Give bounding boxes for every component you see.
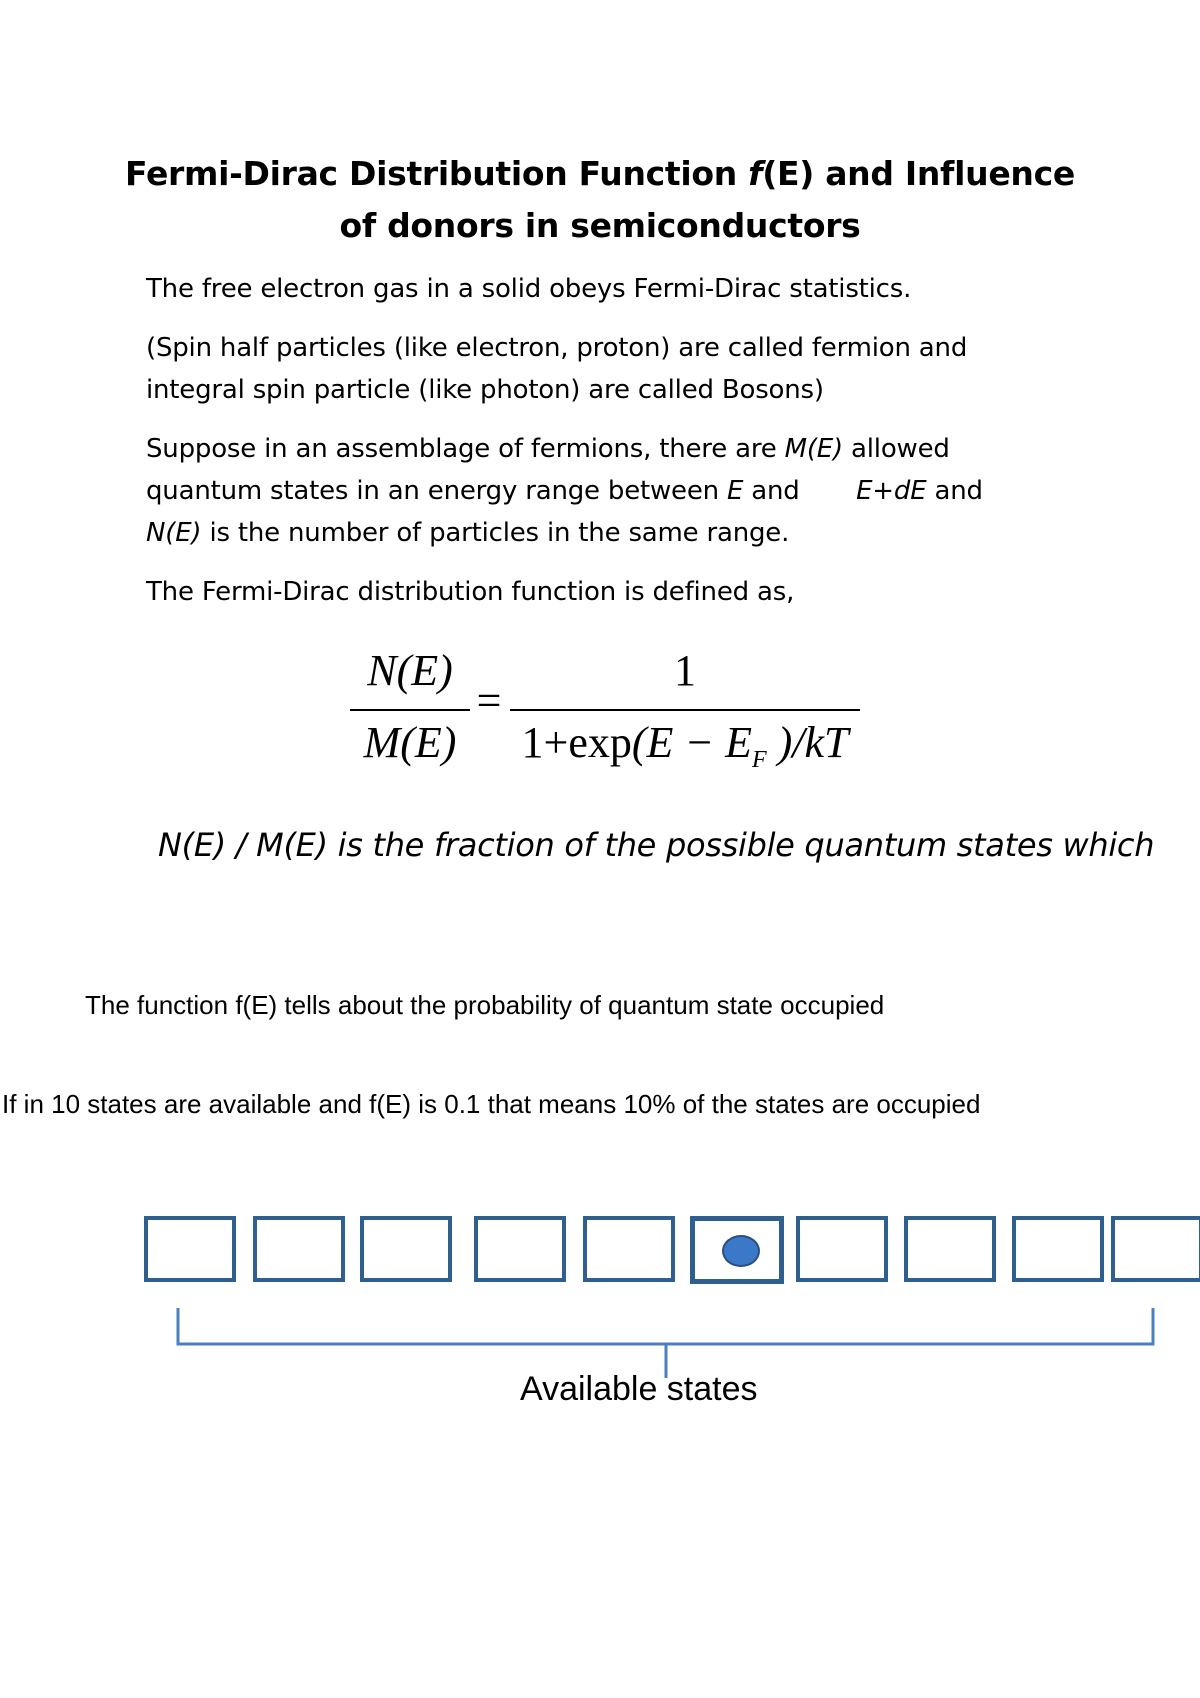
paragraph-spin-line-2: integral spin particle (like photon) are called Bosons)	[146, 375, 824, 405]
title-text-end: (E) and Influence	[762, 154, 1075, 193]
state-box	[1012, 1216, 1104, 1282]
available-states-label: Available states	[520, 1370, 758, 1408]
state-box	[583, 1216, 675, 1282]
paragraph-suppose-line-2	[146, 470, 983, 512]
fraction-statement: N(E) / M(E) is the fraction of the possible quantum states which	[158, 826, 1155, 864]
equation-lhs-denominator: M(E)	[363, 718, 457, 767]
state-box	[796, 1216, 888, 1282]
state-box	[253, 1216, 345, 1282]
equation-lhs-numerator: N(E)	[367, 646, 453, 695]
paragraph-suppose-line-1	[146, 428, 950, 470]
text-span: allowed	[842, 434, 950, 464]
electron-dot	[722, 1235, 760, 1267]
paragraph-spin-line-1: (Spin half particles (like electron, proton) are called fermion and	[146, 333, 968, 363]
paragraph-electron-gas: The free electron gas in a solid obeys Fermi-Dirac statistics.	[146, 274, 912, 304]
eq-term: (E − E	[631, 718, 752, 767]
state-box	[1111, 1216, 1200, 1282]
text-span: Suppose in an assemblage of fermions, there are	[146, 434, 785, 464]
state-box	[474, 1216, 566, 1282]
symbol-me: M(E)	[784, 434, 843, 464]
page-title-line-2: of donors in semiconductors	[339, 206, 861, 245]
paragraph-suppose-line-3	[146, 512, 789, 554]
equation-rhs-numerator: 1	[674, 646, 696, 695]
title-f-symbol: f	[748, 154, 763, 193]
state-box	[360, 1216, 452, 1282]
state-box	[904, 1216, 996, 1282]
symbol-e: E	[727, 476, 744, 506]
eq-exp: exp	[568, 718, 632, 767]
function-statement: The function f(E) tells about the probability of quantum state occupied	[85, 990, 885, 1020]
equation-equals: =	[476, 676, 502, 725]
symbol-ne: N(E)	[146, 518, 202, 548]
equation-lhs-fraction-bar	[350, 709, 470, 711]
state-box	[144, 1216, 236, 1282]
equation-rhs-fraction-bar	[510, 709, 860, 711]
example-statement: If in 10 states are available and f(E) is 0.1 that means 10% of the states are occupied	[2, 1089, 981, 1119]
state-box	[690, 1216, 784, 1284]
text-span: quantum states in an energy range between	[146, 476, 727, 506]
text-span: and	[743, 476, 857, 506]
eq-term: 1+	[521, 718, 569, 767]
title-text: Fermi-Dirac Distribution Function	[125, 154, 749, 193]
text-span: is the number of particles in the same range.	[201, 518, 790, 548]
eq-subscript: F	[751, 746, 767, 773]
text-span: and	[926, 476, 983, 506]
available-states-bracket	[0, 1300, 1200, 1380]
fermi-dirac-equation	[350, 645, 860, 785]
equation-rhs-denominator	[510, 717, 860, 774]
eq-term: )/kT	[766, 718, 849, 767]
paragraph-definition: The Fermi-Dirac distribution function is defined as,	[146, 577, 795, 607]
symbol-e-de: E+dE	[856, 476, 927, 506]
page-title-line-1	[0, 148, 1200, 200]
